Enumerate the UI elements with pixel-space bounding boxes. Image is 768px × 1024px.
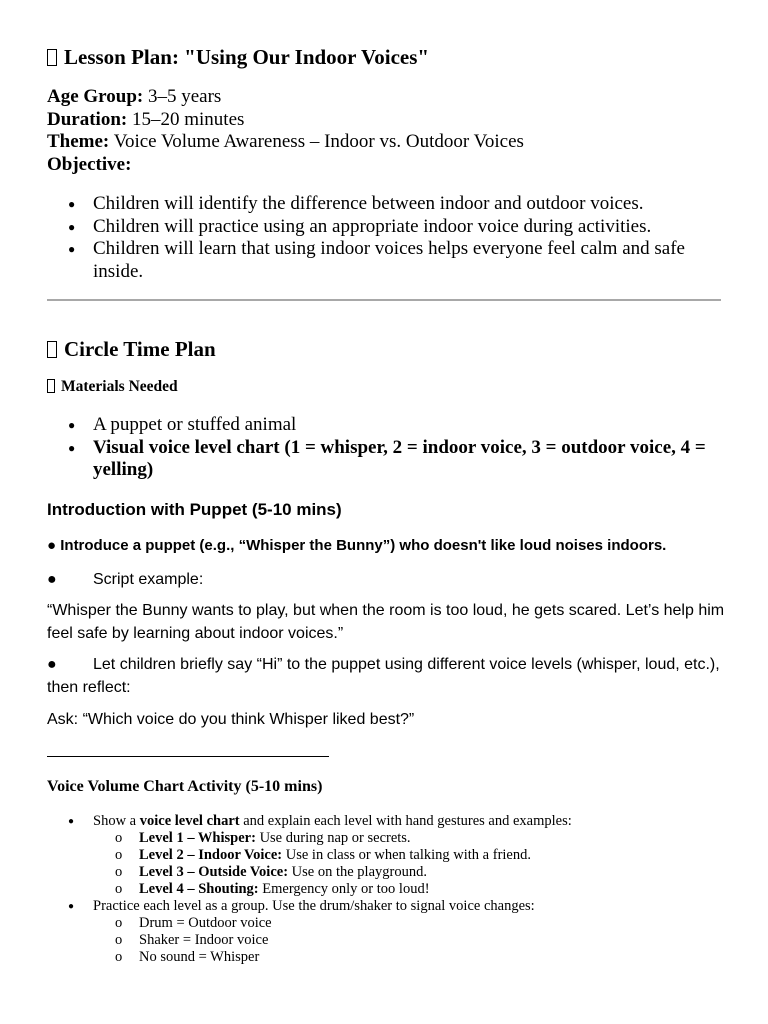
- sub-list-item: o Level 3 – Outside Voice: Use on the playground.: [115, 864, 427, 880]
- sub-list-item: o Level 1 – Whisper: Use during nap or secrets.: [115, 830, 411, 846]
- bullet-icon: ●: [68, 197, 76, 211]
- circle-bullet-icon: o: [115, 932, 123, 948]
- bullet-icon: ●: [68, 219, 76, 234]
- circle-time-heading: Circle Time Plan: [47, 336, 216, 362]
- ask-question-text: Ask: “Which voice do you think Whisper liked best?”: [47, 711, 415, 728]
- missing-glyph-icon: [47, 49, 57, 66]
- voice-chart-heading: Voice Volume Chart Activity (5-10 mins): [47, 778, 323, 795]
- list-item: ● Visual voice level chart (1 = whisper, 2 = indoor voice, 3 = outdoor voice, 4 = yelling): [68, 436, 706, 480]
- theme-line: Theme: Voice Volume Awareness – Indoor vs. Outdoor Voices: [47, 131, 524, 152]
- bullet-icon: ●: [68, 242, 76, 256]
- list-item: ● Children will learn that using indoor voices helps everyone feel calm and safe inside.: [68, 238, 685, 282]
- list-item: ● Children will practice using an appropriate indoor voice during activities.: [68, 215, 652, 237]
- circle-bullet-icon: o: [115, 915, 123, 931]
- intro-bullet-puppet: ● Introduce a puppet (e.g., “Whisper the Bunny”) who doesn't like loud noises indoors.: [47, 537, 667, 554]
- lesson-title: Lesson Plan: "Using Our Indoor Voices": [47, 44, 429, 70]
- bullet-icon: ●: [47, 656, 57, 673]
- sub-list-item: o Level 4 – Shouting: Emergency only or too loud!: [115, 881, 430, 897]
- lesson-meta: [47, 86, 524, 176]
- list-item: ● A puppet or stuffed animal: [68, 414, 297, 435]
- bullet-icon: ●: [68, 901, 75, 912]
- horizontal-divider: [47, 299, 721, 301]
- list-item: ● Practice each level as a group. Use the drum/shaker to signal voice changes: o Drum = Outdoor voice o Shaker = Indoor voice o No sound = Whisper: [47, 898, 727, 966]
- intro-bullet-reflect: ● Let children briefly say “Hi” to the puppet using different voice levels (whisper, loud, etc.), then reflect:: [47, 656, 720, 696]
- sub-list-item: o Level 2 – Indoor Voice: Use in class or when talking with a friend.: [115, 847, 531, 863]
- sub-list-item: o No sound = Whisper: [115, 949, 260, 965]
- signals-sublist: [93, 915, 727, 966]
- missing-glyph-icon: [47, 379, 55, 393]
- objectives-list: [47, 193, 707, 283]
- age-group-line: Age Group: 3–5 years: [47, 86, 222, 107]
- circle-bullet-icon: o: [115, 881, 123, 897]
- bullet-icon: ●: [68, 418, 76, 432]
- sub-list-item: o Drum = Outdoor voice: [115, 915, 272, 931]
- section-divider: [47, 756, 329, 757]
- duration-line: Duration: 15–20 minutes: [47, 108, 245, 130]
- intro-heading: Introduction with Puppet (5-10 mins): [47, 500, 342, 519]
- voice-chart-list: [47, 813, 727, 966]
- materials-list: [47, 414, 707, 482]
- missing-glyph-icon: [47, 341, 57, 358]
- intro-bullet-script: ● Script example:: [47, 569, 727, 592]
- materials-heading: Materials Needed: [47, 378, 178, 396]
- circle-bullet-icon: o: [115, 949, 123, 965]
- bullet-icon: ●: [68, 440, 76, 455]
- bullet-icon: ●: [47, 537, 61, 554]
- voice-levels-sublist: [93, 830, 727, 898]
- bullet-icon: ●: [68, 816, 75, 827]
- bullet-icon: ●: [47, 571, 57, 588]
- script-example-text: “Whisper the Bunny wants to play, but when the room is too loud, he gets scared. Let’s help him feel safe by learning about indoor voices.”: [47, 602, 725, 642]
- objective-label: Objective:: [47, 153, 132, 175]
- list-item: ● Children will identify the difference between indoor and outdoor voices.: [68, 193, 644, 214]
- sub-list-item: o Shaker = Indoor voice: [115, 932, 269, 948]
- circle-bullet-icon: o: [115, 830, 123, 846]
- circle-bullet-icon: o: [115, 847, 123, 863]
- circle-bullet-icon: o: [115, 864, 123, 880]
- list-item: ● Show a voice level chart and explain each level with hand gestures and examples: o Level 1 – Whisper: Use during nap or secrets. o Level 2 – Indoor Voice: Use in class or when talking with a friend. o Level 3 – Outside Voice: Use on the playground. o Level 4 – Shouting: Emergency only or too loud!: [47, 813, 727, 898]
